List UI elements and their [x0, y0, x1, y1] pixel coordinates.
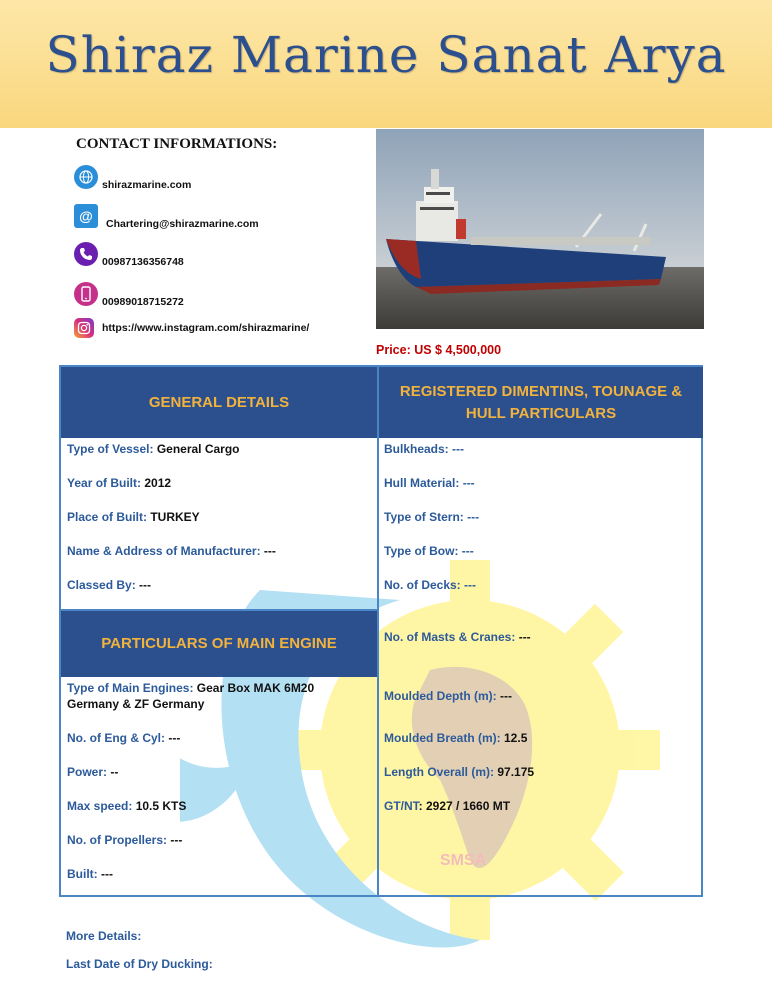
row-year-built: Year of Built: 2012	[67, 476, 172, 490]
phone-icon	[74, 242, 98, 266]
row-type-of-vessel: Type of Vessel: General Cargo	[67, 442, 240, 456]
contact-phone[interactable]	[74, 240, 184, 268]
row-place-built: Place of Built: TURKEY	[67, 510, 200, 524]
row-gt-nt: GT/NT: 2927 / 1660 MT	[384, 799, 511, 813]
row-power: Power: --	[67, 765, 119, 779]
website-text: shirazmarine.com	[102, 179, 192, 191]
vessel-details-table	[59, 365, 703, 897]
row-manufacturer: Name & Address of Manufacturer: ---	[67, 544, 276, 558]
contact-instagram[interactable]	[74, 318, 309, 338]
row-masts-cranes: No. of Masts & Cranes: ---	[384, 630, 531, 644]
row-type-bow: Type of Bow: ---	[384, 544, 474, 558]
row-propellers: No. of Propellers: ---	[67, 833, 183, 847]
row-length-overall: Length Overall (m): 97.175	[384, 765, 535, 779]
contact-title: CONTACT INFORMATIONS:	[76, 136, 278, 152]
registered-title: REGISTERED DIMENTINS, TOUNAGE & HULL PARTICULARS	[399, 382, 683, 422]
row-main-engines: Type of Main Engines: Gear Box MAK 6M20 Germany & ZF Germany	[67, 681, 315, 711]
column-divider	[377, 367, 379, 895]
instagram-icon	[74, 318, 94, 338]
mobile-text: 00989018715272	[102, 296, 184, 308]
mobile-icon	[74, 282, 98, 306]
instagram-text: https://www.instagram.com/shirazmarine/	[102, 322, 310, 334]
row-classed-by: Classed By: ---	[67, 578, 152, 592]
row-decks: No. of Decks: ---	[384, 578, 477, 592]
general-details-header	[61, 367, 377, 438]
email-icon: @	[74, 204, 98, 228]
row-hull-material: Hull Material: ---	[384, 476, 475, 490]
ship-photo	[376, 129, 704, 329]
more-details-label: More Details:	[66, 929, 142, 943]
row-type-stern: Type of Stern: ---	[384, 510, 480, 524]
row-moulded-depth: Moulded Depth (m): ---	[384, 689, 512, 703]
phone-text: 00987136356748	[102, 256, 184, 268]
row-bulkheads: Bulkheads: ---	[384, 442, 465, 456]
row-engine-built: Built: ---	[67, 867, 113, 881]
company-title: Shiraz Marine Sanat Arya	[45, 26, 727, 84]
contact-website[interactable]	[74, 163, 191, 191]
header-banner	[0, 0, 772, 128]
main-engine-header	[61, 611, 377, 677]
globe-icon	[74, 165, 98, 189]
contact-mobile[interactable]	[74, 280, 184, 308]
email-text: Chartering@shirazmarine.com	[106, 218, 259, 230]
row-max-speed: Max speed: 10.5 KTS	[67, 799, 187, 813]
registered-header	[379, 367, 703, 438]
dry-docking-label: Last Date of Dry Ducking:	[66, 957, 213, 971]
price-label: Price: US $ 4,500,000	[376, 343, 502, 357]
general-details-title: GENERAL DETAILS	[148, 393, 290, 411]
row-eng-cyl: No. of Eng & Cyl: ---	[67, 731, 181, 745]
row-moulded-breath: Moulded Breath (m): 12.5	[384, 731, 528, 745]
contact-email[interactable]	[74, 202, 259, 230]
main-engine-title: PARTICULARS OF MAIN ENGINE	[101, 635, 337, 652]
watermark-abbr: SMSA	[440, 852, 487, 869]
